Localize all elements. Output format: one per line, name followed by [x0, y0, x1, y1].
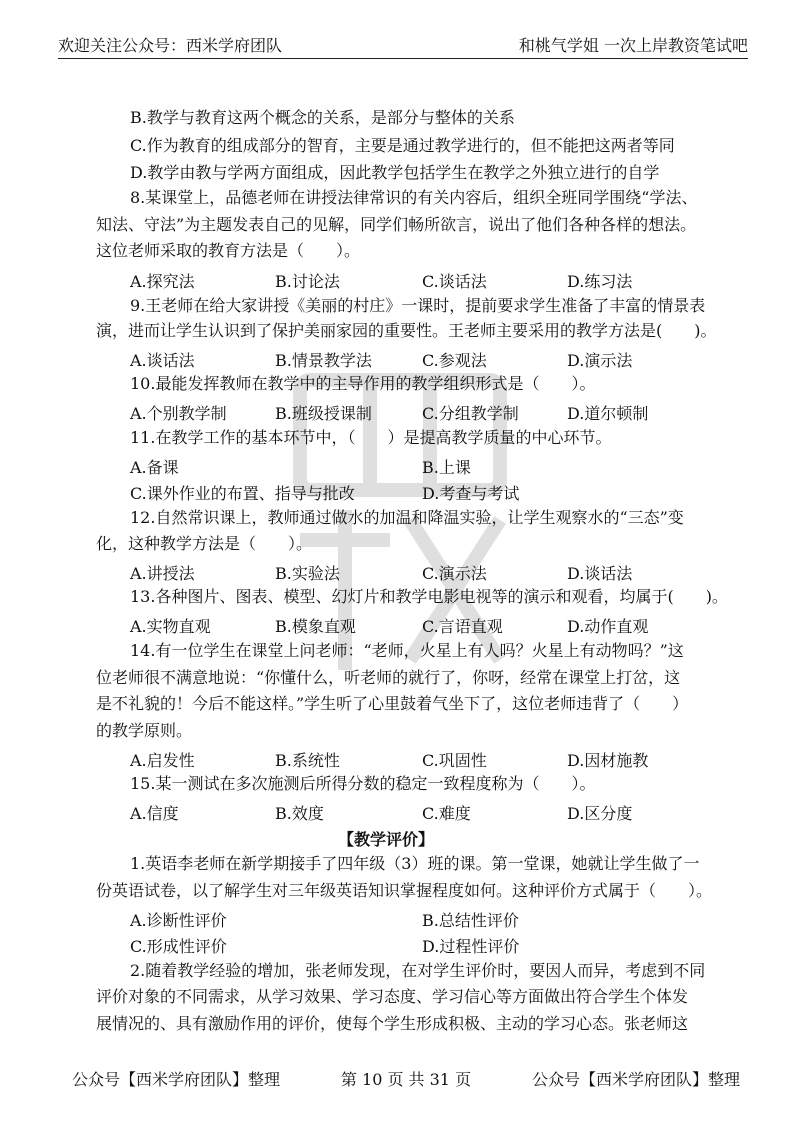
option: A.个别教学制 — [130, 404, 227, 423]
option: B.效度 — [275, 804, 324, 823]
option: D.谈话法 — [567, 564, 633, 583]
question-8-line-3: 这位老师采取的教育方法是（ ）。 — [96, 241, 361, 260]
option: C.难度 — [422, 804, 471, 823]
option: B.上课 — [422, 458, 471, 477]
section-heading: 【教学评价】 — [337, 830, 434, 849]
option: B.总结性评价 — [422, 911, 519, 930]
option: D.区分度 — [567, 804, 633, 823]
option: B.班级授课制 — [275, 404, 372, 423]
option: C.言语直观 — [422, 617, 503, 636]
eval-question-2-line-3: 展情况的、具有激励作用的评价，使每个学生形成积极、主动的学习心态。张老师这 — [96, 1014, 689, 1033]
question-15: 15.某一测试在多次施测后所得分数的稳定一致程度称为（ ）。 — [130, 774, 596, 793]
page-header — [58, 30, 748, 59]
option-d-q7: D.教学由教与学两方面组成，因此教学包括学生在教学之外独立进行的自学 — [130, 163, 660, 182]
option: A.启发性 — [130, 751, 195, 770]
footer-right-text: 公众号【西米学府团队】整理 — [531, 1070, 740, 1089]
option: D.考查与考试 — [422, 484, 520, 503]
question-13: 13.各种图片、图表、模型、幻灯片和教学电影电视等的演示和观看，均属于( )。 — [130, 587, 728, 606]
question-14-line-4: 的教学原则。 — [96, 721, 193, 740]
option: A.讲授法 — [130, 564, 195, 583]
header-left-text: 欢迎关注公众号：西米学府团队 — [58, 36, 283, 55]
option: A.诊断性评价 — [130, 911, 227, 930]
eval-question-2-line-2: 评价对象的不同需求，从学习效果、学习态度、学习信心等方面做出符合学生个体发 — [96, 987, 689, 1006]
option: C.参观法 — [422, 351, 487, 370]
option: C.课外作业的布置、指导与批改 — [130, 484, 355, 503]
option: D.道尔顿制 — [567, 404, 649, 423]
option-b-q7: B.教学与教育这两个概念的关系，是部分与整体的关系 — [130, 108, 515, 127]
option: C.谈话法 — [422, 272, 487, 291]
question-8-line-1: 8.某课堂上，品德老师在讲授法律常识的有关内容后，组织全班同学围绕“学法、 — [130, 188, 698, 207]
option: D.动作直观 — [567, 617, 649, 636]
option: B.情景教学法 — [275, 351, 372, 370]
option: B.实验法 — [275, 564, 340, 583]
question-9-line-1: 9.王老师在给大家讲授《美丽的村庄》一课时，提前要求学生准备了丰富的情景表 — [130, 296, 706, 315]
option-c-q7: C.作为教育的组成部分的智育，主要是通过教学进行的，但不能把这两者等同 — [130, 136, 675, 155]
eval-question-1-line-2: 份英语试卷，以了解学生对三年级英语知识掌握程度如何。这种评价方式属于（ ）。 — [96, 881, 713, 900]
option: D.演示法 — [567, 351, 633, 370]
question-14-line-3: 是不礼貌的！今后不能这样。”学生听了心里鼓着气坐下了，这位老师违背了（ ） — [96, 694, 689, 713]
page-number: 第 10 页 共 31 页 — [340, 1070, 472, 1089]
option: C.巩固性 — [422, 751, 487, 770]
question-14-line-1: 14.有一位学生在课堂上问老师：“老师，火星上有人吗？火星上有动物吗？”这 — [130, 641, 684, 660]
header-right-text: 和桃气学姐 一次上岸教资笔试吧 — [518, 36, 748, 55]
question-9-line-2: 演，进而让学生认识到了保护美丽家园的重要性。王老师主要采用的教学方法是( )。 — [96, 321, 717, 340]
option: A.备课 — [130, 458, 179, 477]
option: D.过程性评价 — [422, 937, 520, 956]
option: C.分组教学制 — [422, 404, 519, 423]
option: A.实物直观 — [130, 617, 211, 636]
option: C.形成性评价 — [130, 937, 227, 956]
question-11: 11.在教学工作的基本环节中，（ ）是提高教学质量的中心环节。 — [130, 428, 612, 447]
eval-question-1-line-1: 1.英语李老师在新学期接手了四年级（3）班的课。第一堂课，她就让学生做了一 — [130, 854, 700, 873]
footer-left-text: 公众号【西米学府团队】整理 — [72, 1070, 281, 1089]
question-8-line-2: 知法、守法”为主题发表自己的见解，同学们畅所欲言，说出了他们各种各样的想法。 — [96, 215, 697, 234]
option: D.练习法 — [567, 272, 633, 291]
option: B.模象直观 — [275, 617, 356, 636]
option: A.信度 — [130, 804, 179, 823]
question-12-line-1: 12.自然常识课上，教师通过做水的加温和降温实验，让学生观察水的“三态”变 — [130, 508, 684, 527]
question-14-line-2: 位老师很不满意地说：“你懂什么，听老师的就行了，你呀，经常在课堂上打岔，这 — [96, 668, 681, 687]
page-footer — [72, 1067, 740, 1090]
option: B.系统性 — [275, 751, 340, 770]
question-12-line-2: 化，这种教学方法是（ ）。 — [96, 534, 313, 553]
option: A.探究法 — [130, 272, 195, 291]
option: C.演示法 — [422, 564, 487, 583]
option: B.讨论法 — [275, 272, 340, 291]
option: D.因材施教 — [567, 751, 649, 770]
option: A.谈话法 — [130, 351, 195, 370]
question-10: 10.最能发挥教师在教学中的主导作用的教学组织形式是（ ）。 — [130, 374, 596, 393]
eval-question-2-line-1: 2.随着教学经验的增加，张老师发现，在对学生评价时，要因人而异，考虑到不同 — [130, 961, 706, 980]
